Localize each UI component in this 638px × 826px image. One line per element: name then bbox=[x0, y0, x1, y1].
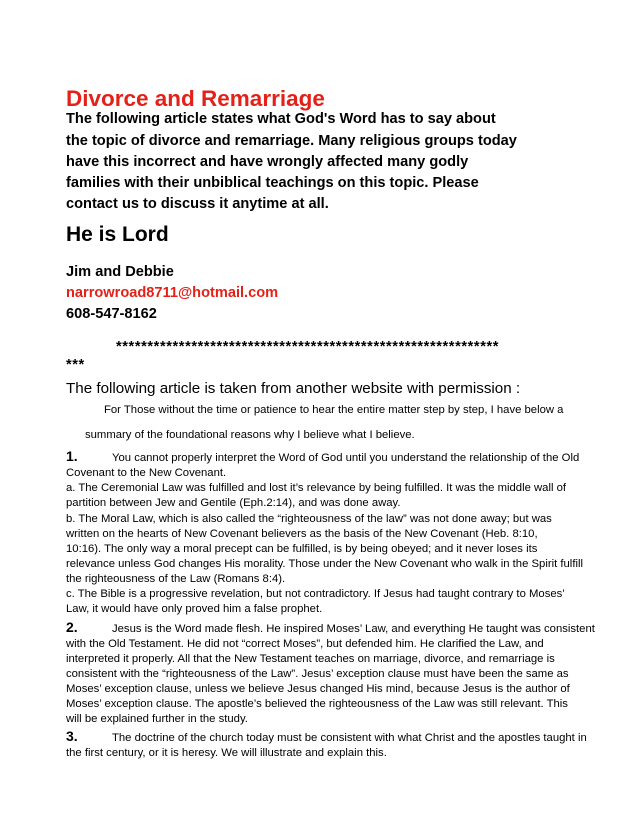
point-line: consistent with the “righteousness of the Law”. Jesus’ exception clause must have been the same as bbox=[66, 668, 569, 680]
summary-line: For Those without the time or patience to hear the entire matter step by step, I have below a bbox=[104, 404, 564, 416]
point-number: 3. bbox=[66, 728, 78, 744]
point-line: Jesus is the Word made flesh. He inspired Moses’ Law, and everything He taught was consistent bbox=[112, 623, 595, 635]
separator-stars: ************************************************************* bbox=[116, 339, 500, 355]
point-line: Moses’ exception clause. The apostle’s believed the righteousness of the Law was still relevant. This bbox=[66, 698, 568, 710]
point-line: c. The Bible is a progressive revelation, but not contradictory. If Jesus had taught contrary to Moses’ bbox=[66, 588, 565, 600]
point-line: written on the hearts of New Covenant believers as the basis of the New Covenant (Heb. 8:10, bbox=[66, 528, 538, 540]
point-line: partition between Jew and Gentile (Eph.2:14), and was done away. bbox=[66, 497, 401, 509]
intro-line: The following article states what God's Word has to say about bbox=[66, 111, 496, 127]
point-line: interpreted it properly. All that the New Testament teaches on marriage, divorce, and remarriage is bbox=[66, 653, 555, 665]
point-line: Law, it would have only proved him a false prophet. bbox=[66, 603, 323, 615]
intro-line: contact us to discuss it anytime at all. bbox=[66, 196, 329, 212]
summary-line: summary of the foundational reasons why I believe what I believe. bbox=[85, 429, 415, 441]
point-line: the righteousness of the Law (Romans 8:4). bbox=[66, 573, 286, 585]
document-title: Divorce and Remarriage bbox=[66, 86, 325, 111]
point-line: b. The Moral Law, which is also called the “righteousness of the law” was not done away; but was bbox=[66, 513, 552, 525]
point-line: Moses’ exception clause, unless we believe Jesus changed His mind, because Jesus is the author of bbox=[66, 683, 570, 695]
point-line: the first century, or it is heresy. We will illustrate and explain this. bbox=[66, 747, 387, 759]
point-number: 2. bbox=[66, 619, 78, 635]
point-line: a. The Ceremonial Law was fulfilled and lost it’s relevance by being fulfilled. It was the middle wall of bbox=[66, 482, 567, 494]
intro-line: families with their unbiblical teachings on this topic. Please bbox=[66, 175, 479, 191]
intro-line: the topic of divorce and remarriage. Many religious groups today bbox=[66, 133, 517, 149]
section-heading: He is Lord bbox=[66, 223, 169, 246]
separator-stars: *** bbox=[66, 357, 85, 373]
point-line: 10:16). The only way a moral precept can be fulfilled, is by being obeyed; and it never loses its bbox=[66, 543, 538, 555]
point-number: 1. bbox=[66, 448, 78, 464]
contact-email-link[interactable]: narrowroad8711@hotmail.com bbox=[66, 285, 279, 301]
article-source-note: The following article is taken from another website with permission : bbox=[66, 380, 521, 397]
point-line: will be explained further in the study. bbox=[66, 713, 248, 725]
point-line: The doctrine of the church today must be consistent with what Christ and the apostles taught in bbox=[112, 732, 587, 744]
contact-phone: 608-547-8162 bbox=[66, 306, 157, 322]
point-line: relevance unless God changes His morality. Those under the New Covenant who walk in the Spirit fulfill bbox=[66, 558, 583, 570]
intro-line: have this incorrect and have wrongly affected many godly bbox=[66, 154, 469, 170]
contact-names: Jim and Debbie bbox=[66, 264, 174, 280]
point-line: Covenant to the New Covenant. bbox=[66, 467, 227, 479]
point-line: with the Old Testament. He did not “correct Moses”, but defended him. He clarified the Law, and bbox=[66, 638, 544, 650]
point-line: You cannot properly interpret the Word of God until you understand the relationship of the Old bbox=[112, 452, 580, 464]
